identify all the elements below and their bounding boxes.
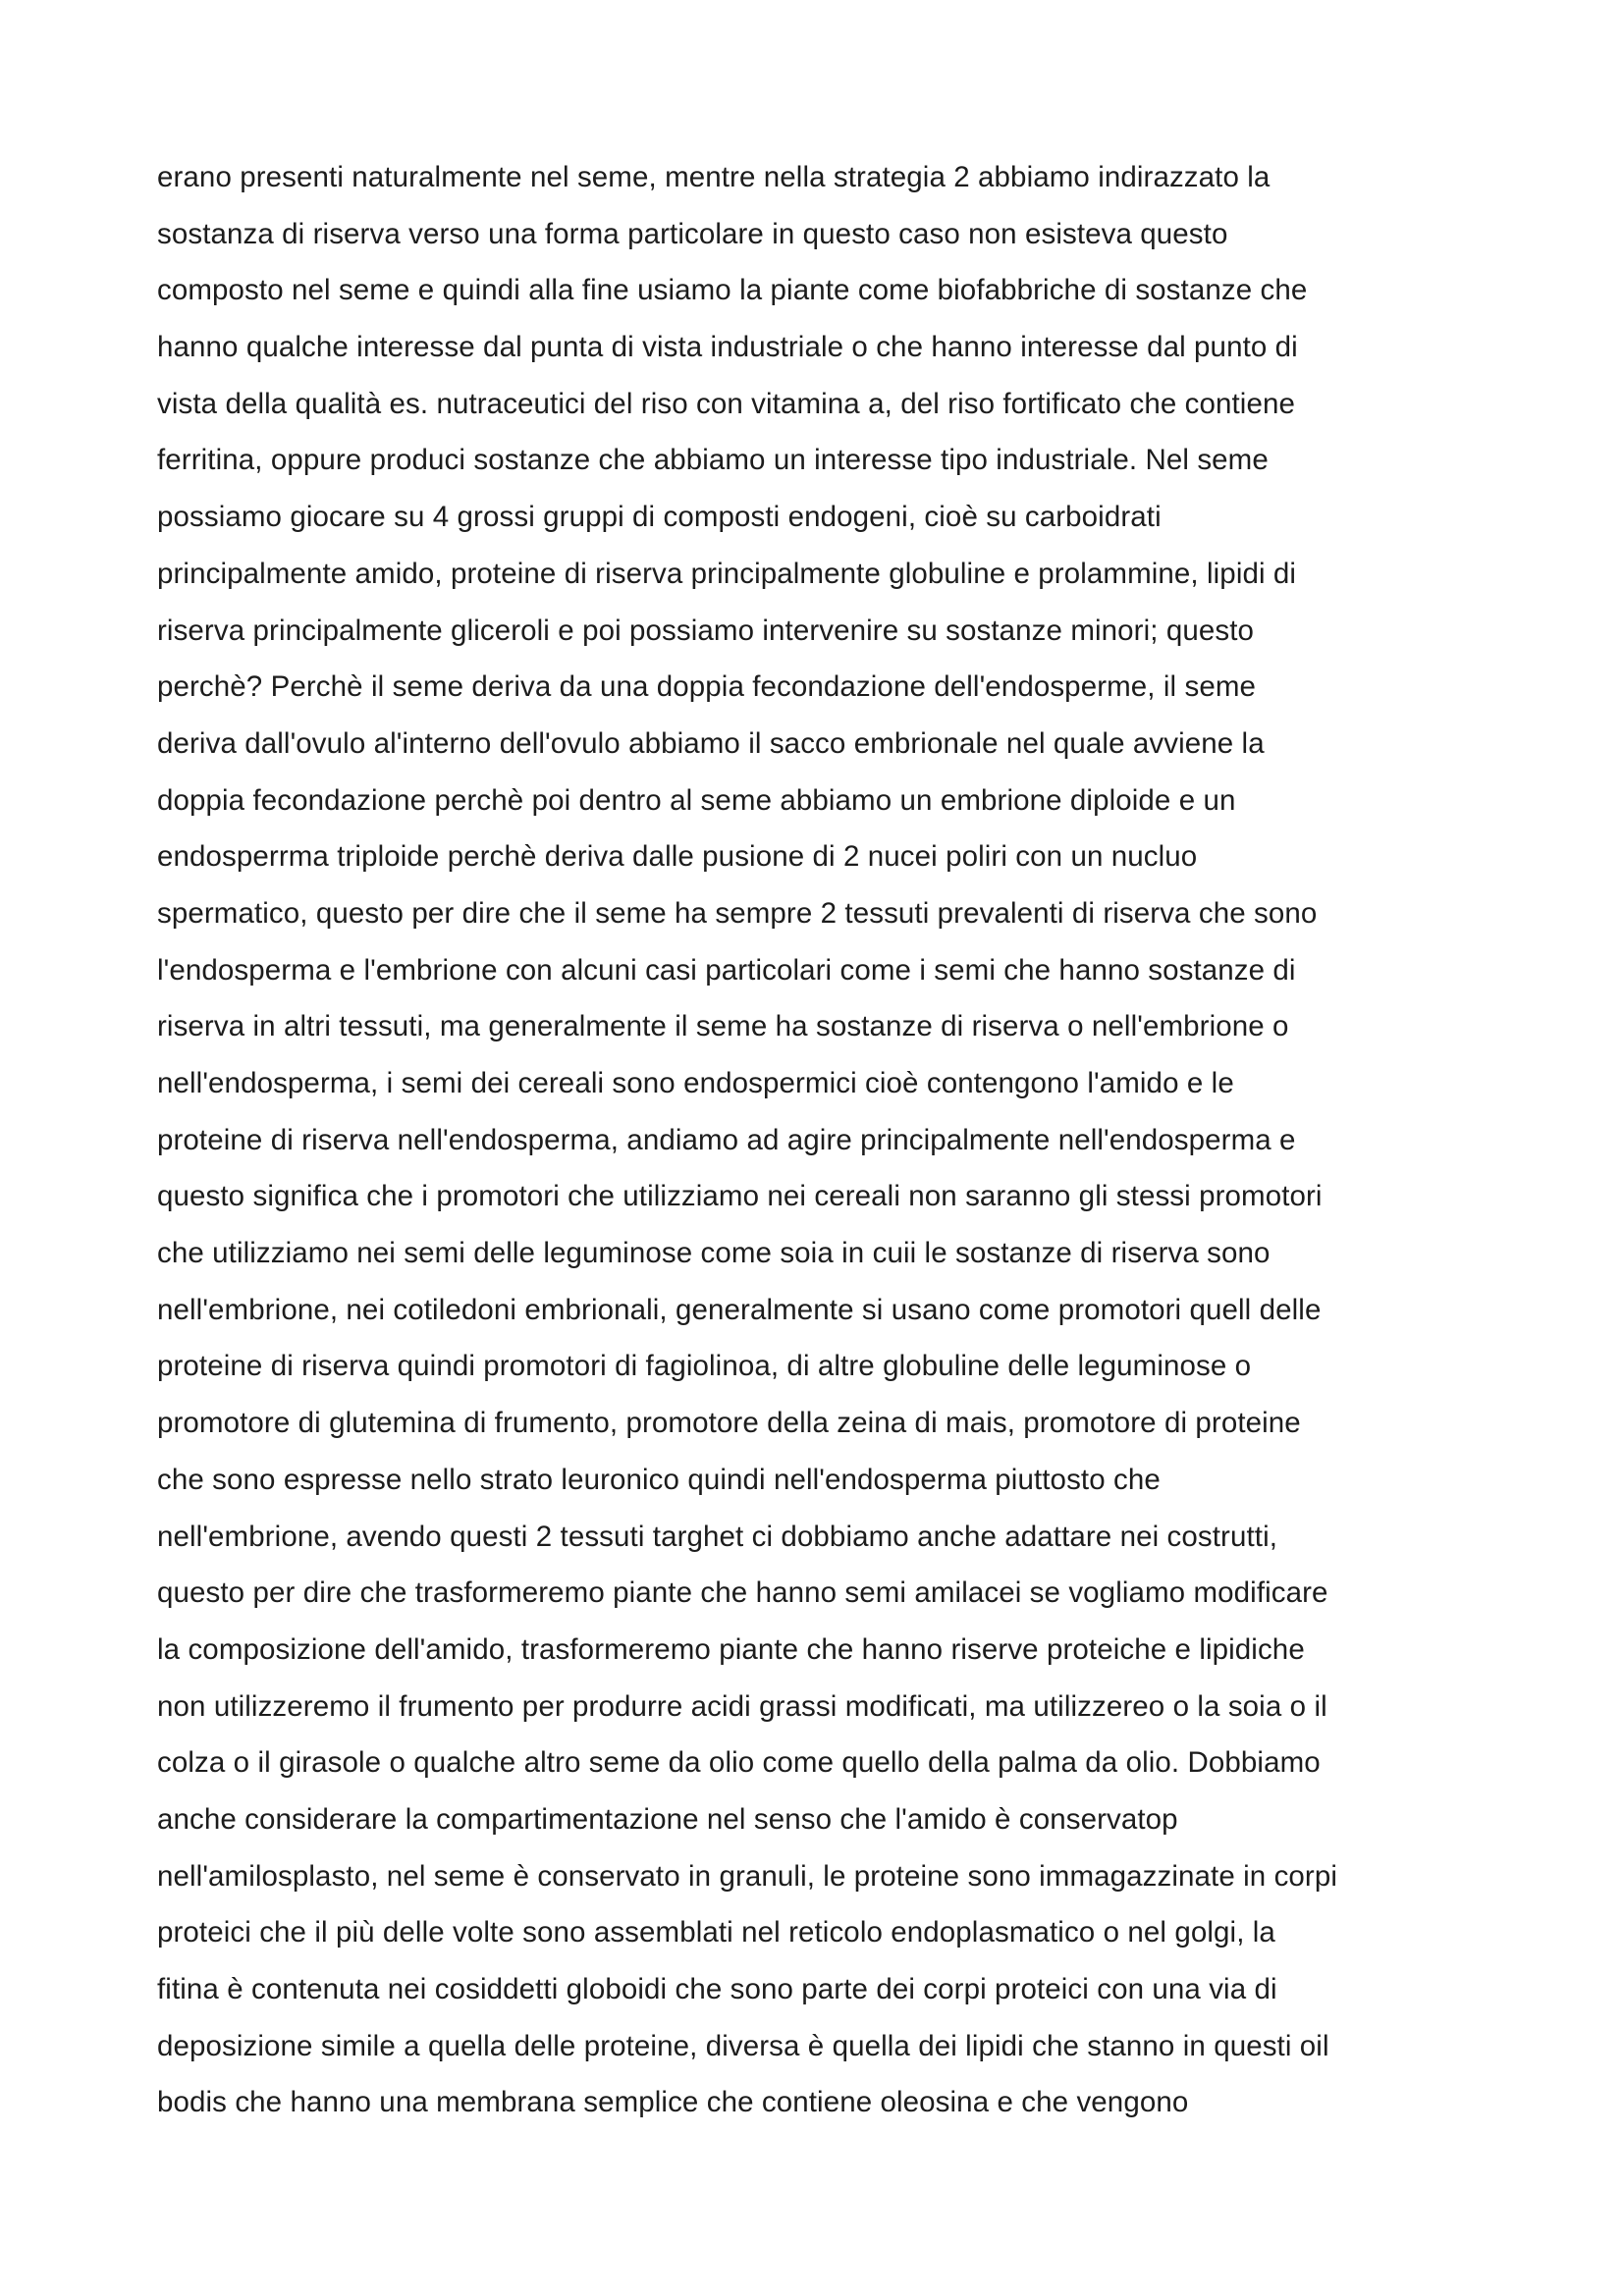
text-line: perchè? Perchè il seme deriva da una doppia fecondazione dell'endosperme, il seme xyxy=(157,670,1257,704)
text-line: nell'embrione, avendo questi 2 tessuti targhet ci dobbiamo anche adattare nei costrutti, xyxy=(157,1520,1278,1553)
text-line: vista della qualità es. nutraceutici del riso con vitamina a, del riso fortificato che contiene xyxy=(157,387,1295,420)
text-line: promotore di glutemina di frumento, promotore della zeina di mais, promotore di proteine xyxy=(157,1407,1301,1440)
text-line: la composizione dell'amido, trasformeremo piante che hanno riserve proteiche e lipidiche xyxy=(157,1632,1305,1666)
text-line: deposizione simile a quella delle proteine, diversa è quella dei lipidi che stanno in questi oil xyxy=(157,2029,1329,2062)
text-line: bodis che hanno una membrana semplice che contiene oleosina e che vengono xyxy=(157,2086,1189,2119)
text-line: erano presenti naturalmente nel seme, mentre nella strategia 2 abbiamo indirazzato la xyxy=(157,161,1271,193)
text-line: che utilizziamo nei semi delle leguminose come soia in cuii le sostanze di riserva sono xyxy=(157,1237,1271,1270)
text-line: anche considerare la compartimentazione nel senso che l'amido è conservatop xyxy=(157,1802,1178,1836)
text-line: l'endosperma e l'embrione con alcuni casi particolari come i semi che hanno sostanze di xyxy=(157,953,1296,987)
text-line: hanno qualche interesse dal punta di vista industriale o che hanno interesse dal punto di xyxy=(157,331,1298,364)
text-line: possiamo giocare su 4 grossi gruppi di composti endogeni, cioè su carboidrati xyxy=(157,501,1162,534)
text-line: principalmente amido, proteine di riserva principalmente globuline e prolammine, lipidi di xyxy=(157,557,1297,590)
text-line: nell'amilosplasto, nel seme è conservato in granuli, le proteine sono immagazzinate in corpi xyxy=(157,1859,1338,1893)
body-text xyxy=(157,149,1492,2131)
text-line: ferritina, oppure produci sostanze che abbiamo un interesse tipo industriale. Nel seme xyxy=(157,444,1269,477)
text-line: riserva in altri tessuti, ma generalmente il seme ha sostanze di riserva o nell'embrione o xyxy=(157,1010,1289,1043)
text-line: non utilizzeremo il frumento per produrre acidi grassi modificati, ma utilizzereo o la soia o il xyxy=(157,1689,1327,1723)
text-line: questo significa che i promotori che utilizziamo nei cereali non saranno gli stessi promotori xyxy=(157,1180,1323,1213)
text-line: nell'endosperma, i semi dei cereali sono endospermici cioè contengono l'amido e le xyxy=(157,1067,1234,1099)
text-line: proteine di riserva quindi promotori di fagiolinoa, di altre globuline delle leguminose o xyxy=(157,1350,1252,1383)
text-line: deriva dall'ovulo al'interno dell'ovulo abbiamo il sacco embrionale nel quale avviene la xyxy=(157,726,1265,760)
text-line: fitina è contenuta nei cosiddetti globoidi che sono parte dei corpi proteici con una via di xyxy=(157,1973,1277,2005)
text-line: proteine di riserva nell'endosperma, andiamo ad agire principalmente nell'endosperma e xyxy=(157,1123,1296,1156)
text-line: composto nel seme e quindi alla fine usiamo la piante come biofabbriche di sostanze che xyxy=(157,274,1308,307)
text-line: sostanza di riserva verso una forma particolare in questo caso non esisteva questo xyxy=(157,217,1228,250)
text-line: colza o il girasole o qualche altro seme da olio come quello della palma da olio. Dobbiamo xyxy=(157,1746,1321,1780)
text-line: proteici che il più delle volte sono assemblati nel reticolo endoplasmatico o nel golgi, la xyxy=(157,1916,1275,1949)
text-line: doppia fecondazione perchè poi dentro al seme abbiamo un embrione diploide e un xyxy=(157,783,1236,817)
text-line: endosperrma triploide perchè deriva dalle pusione di 2 nucei poliri con un nucluo xyxy=(157,840,1198,874)
text-line: riserva principalmente gliceroli e poi possiamo intervenire su sostanze minori; questo xyxy=(157,614,1255,647)
text-line: che sono espresse nello strato leuronico quindi nell'endosperma piuttosto che xyxy=(157,1463,1161,1496)
text-line: questo per dire che trasformeremo piante che hanno semi amilacei se vogliamo modificare xyxy=(157,1576,1328,1610)
text-line: nell'embrione, nei cotiledoni embrionali, generalmente si usano come promotori quell delle xyxy=(157,1293,1322,1326)
text-line: spermatico, questo per dire che il seme ha sempre 2 tessuti prevalenti di riserva che sono xyxy=(157,896,1318,930)
